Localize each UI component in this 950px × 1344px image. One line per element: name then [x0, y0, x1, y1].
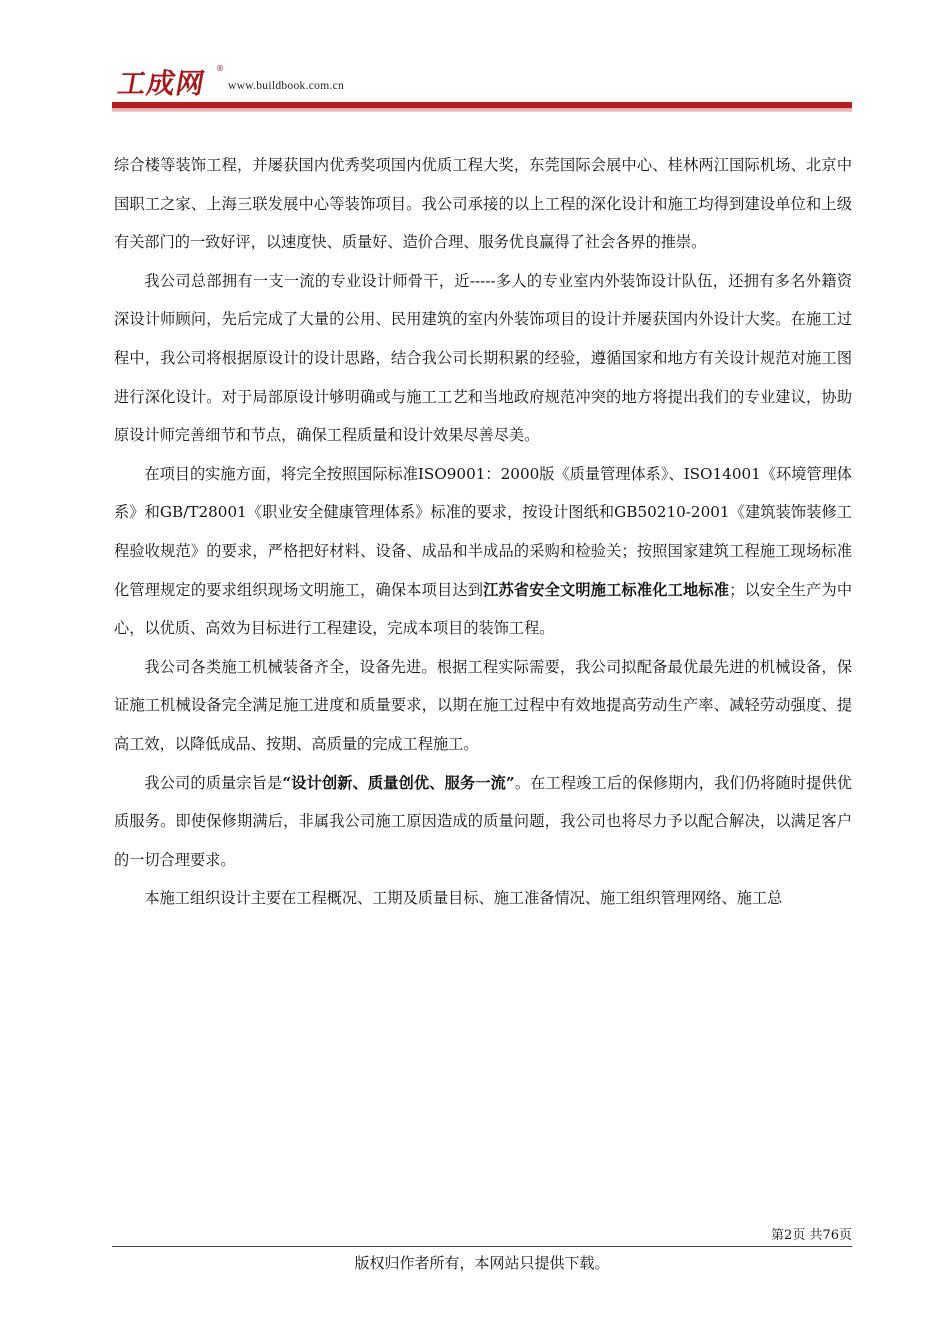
page-header — [112, 62, 852, 118]
bold-text-segment: 江苏省安全文明施工标准化工地标准 — [483, 580, 730, 599]
copyright-notice: 版权归作者所有，本网站只提供下载。 — [354, 1254, 610, 1272]
registered-mark: ® — [216, 64, 224, 73]
text-segment: 。在工程竣工后的保修期内，我们仍将随时提供优质服务。即使保修期满后，非属我公司施工原因造成的质量问题，我公司也将尽力予以配合解决，以满足客户的一切合理要求。 — [114, 773, 852, 869]
page-number: 第2页 共76页 — [771, 1228, 852, 1243]
paragraph-3 — [114, 455, 852, 648]
paragraph-4 — [114, 648, 852, 764]
site-logo[interactable]: 工成网 — [115, 67, 209, 100]
footer-divider — [112, 1246, 852, 1247]
paragraph-5 — [114, 764, 852, 880]
document-body — [114, 146, 852, 918]
header-divider-bar — [112, 102, 852, 112]
text-segment: 综合楼等装饰工程，并屡获国内优秀奖项国内优质工程大奖，东莞国际会展中心、桂林两江国际机场、北京中国职工之家、上海三联发展中心等装饰项目。我公司承接的以上工程的深化设计和施工均得到建设单位和上级有关部门的一致好评，以速度快、质量好、造价合理、服务优良赢得了社会各界的推崇。 — [114, 156, 852, 252]
text-segment: 在项目的实施方面，将完全按照国际标准ISO9001：2000版《质量管理体系》、ISO14001《环境管理体系》和GB/T28001《职业安全健康管理体系》标准的要求，按设计图纸和GB50210-2001《建筑装饰装修工程验收规范》的要求，严格把好材料、设备、成品和半成品的采购和检验关；按照国家建筑工程施工现场标准化管理规定的要求组织现场文明施工，确保本项目达到 — [114, 464, 852, 599]
text-segment: 我公司各类施工机械装备齐全，设备先进。根据工程实际需要，我公司拟配备最优最先进的机械设备，保证施工机械设备完全满足施工进度和质量要求，以期在施工过程中有效地提高劳动生产率、减轻劳动强度、提高工效，以降低成品、按期、高质量的完成工程施工。 — [114, 657, 852, 753]
text-segment: ；以安全生产为中心，以优质、高效为目标进行工程建设，完成本项目的装饰工程。 — [114, 580, 853, 638]
paragraph-6 — [114, 879, 852, 918]
paragraph-1 — [114, 146, 852, 262]
paragraph-2 — [114, 262, 852, 455]
site-url[interactable]: www.buildbook.com.cn — [228, 80, 345, 92]
text-segment: 本施工组织设计主要在工程概况、工期及质量目标、施工准备情况、施工组织管理网络、施工总 — [144, 889, 783, 908]
text-segment: 我公司的质量宗旨是 — [144, 773, 283, 792]
bold-text-segment: “设计创新、质量创优、服务一流” — [282, 773, 515, 792]
text-segment: 我公司总部拥有一支一流的专业设计师骨干，近-----多人的专业室内外装饰设计队伍，还拥有多名外籍资深设计师顾问，先后完成了大量的公用、民用建筑的室内外装饰项目的设计并屡获国内外设计大奖。在施工过程中，我公司将根据原设计的设计思路，结合我公司长期积累的经验，遵循国家和地方有关设计规范对施工图进行深化设计。对于局部原设计够明确或与施工工艺和当地政府规范冲突的地方将提出我们的专业建议，协助原设计师完善细节和节点，确保工程质量和设计效果尽善尽美。 — [114, 271, 852, 445]
